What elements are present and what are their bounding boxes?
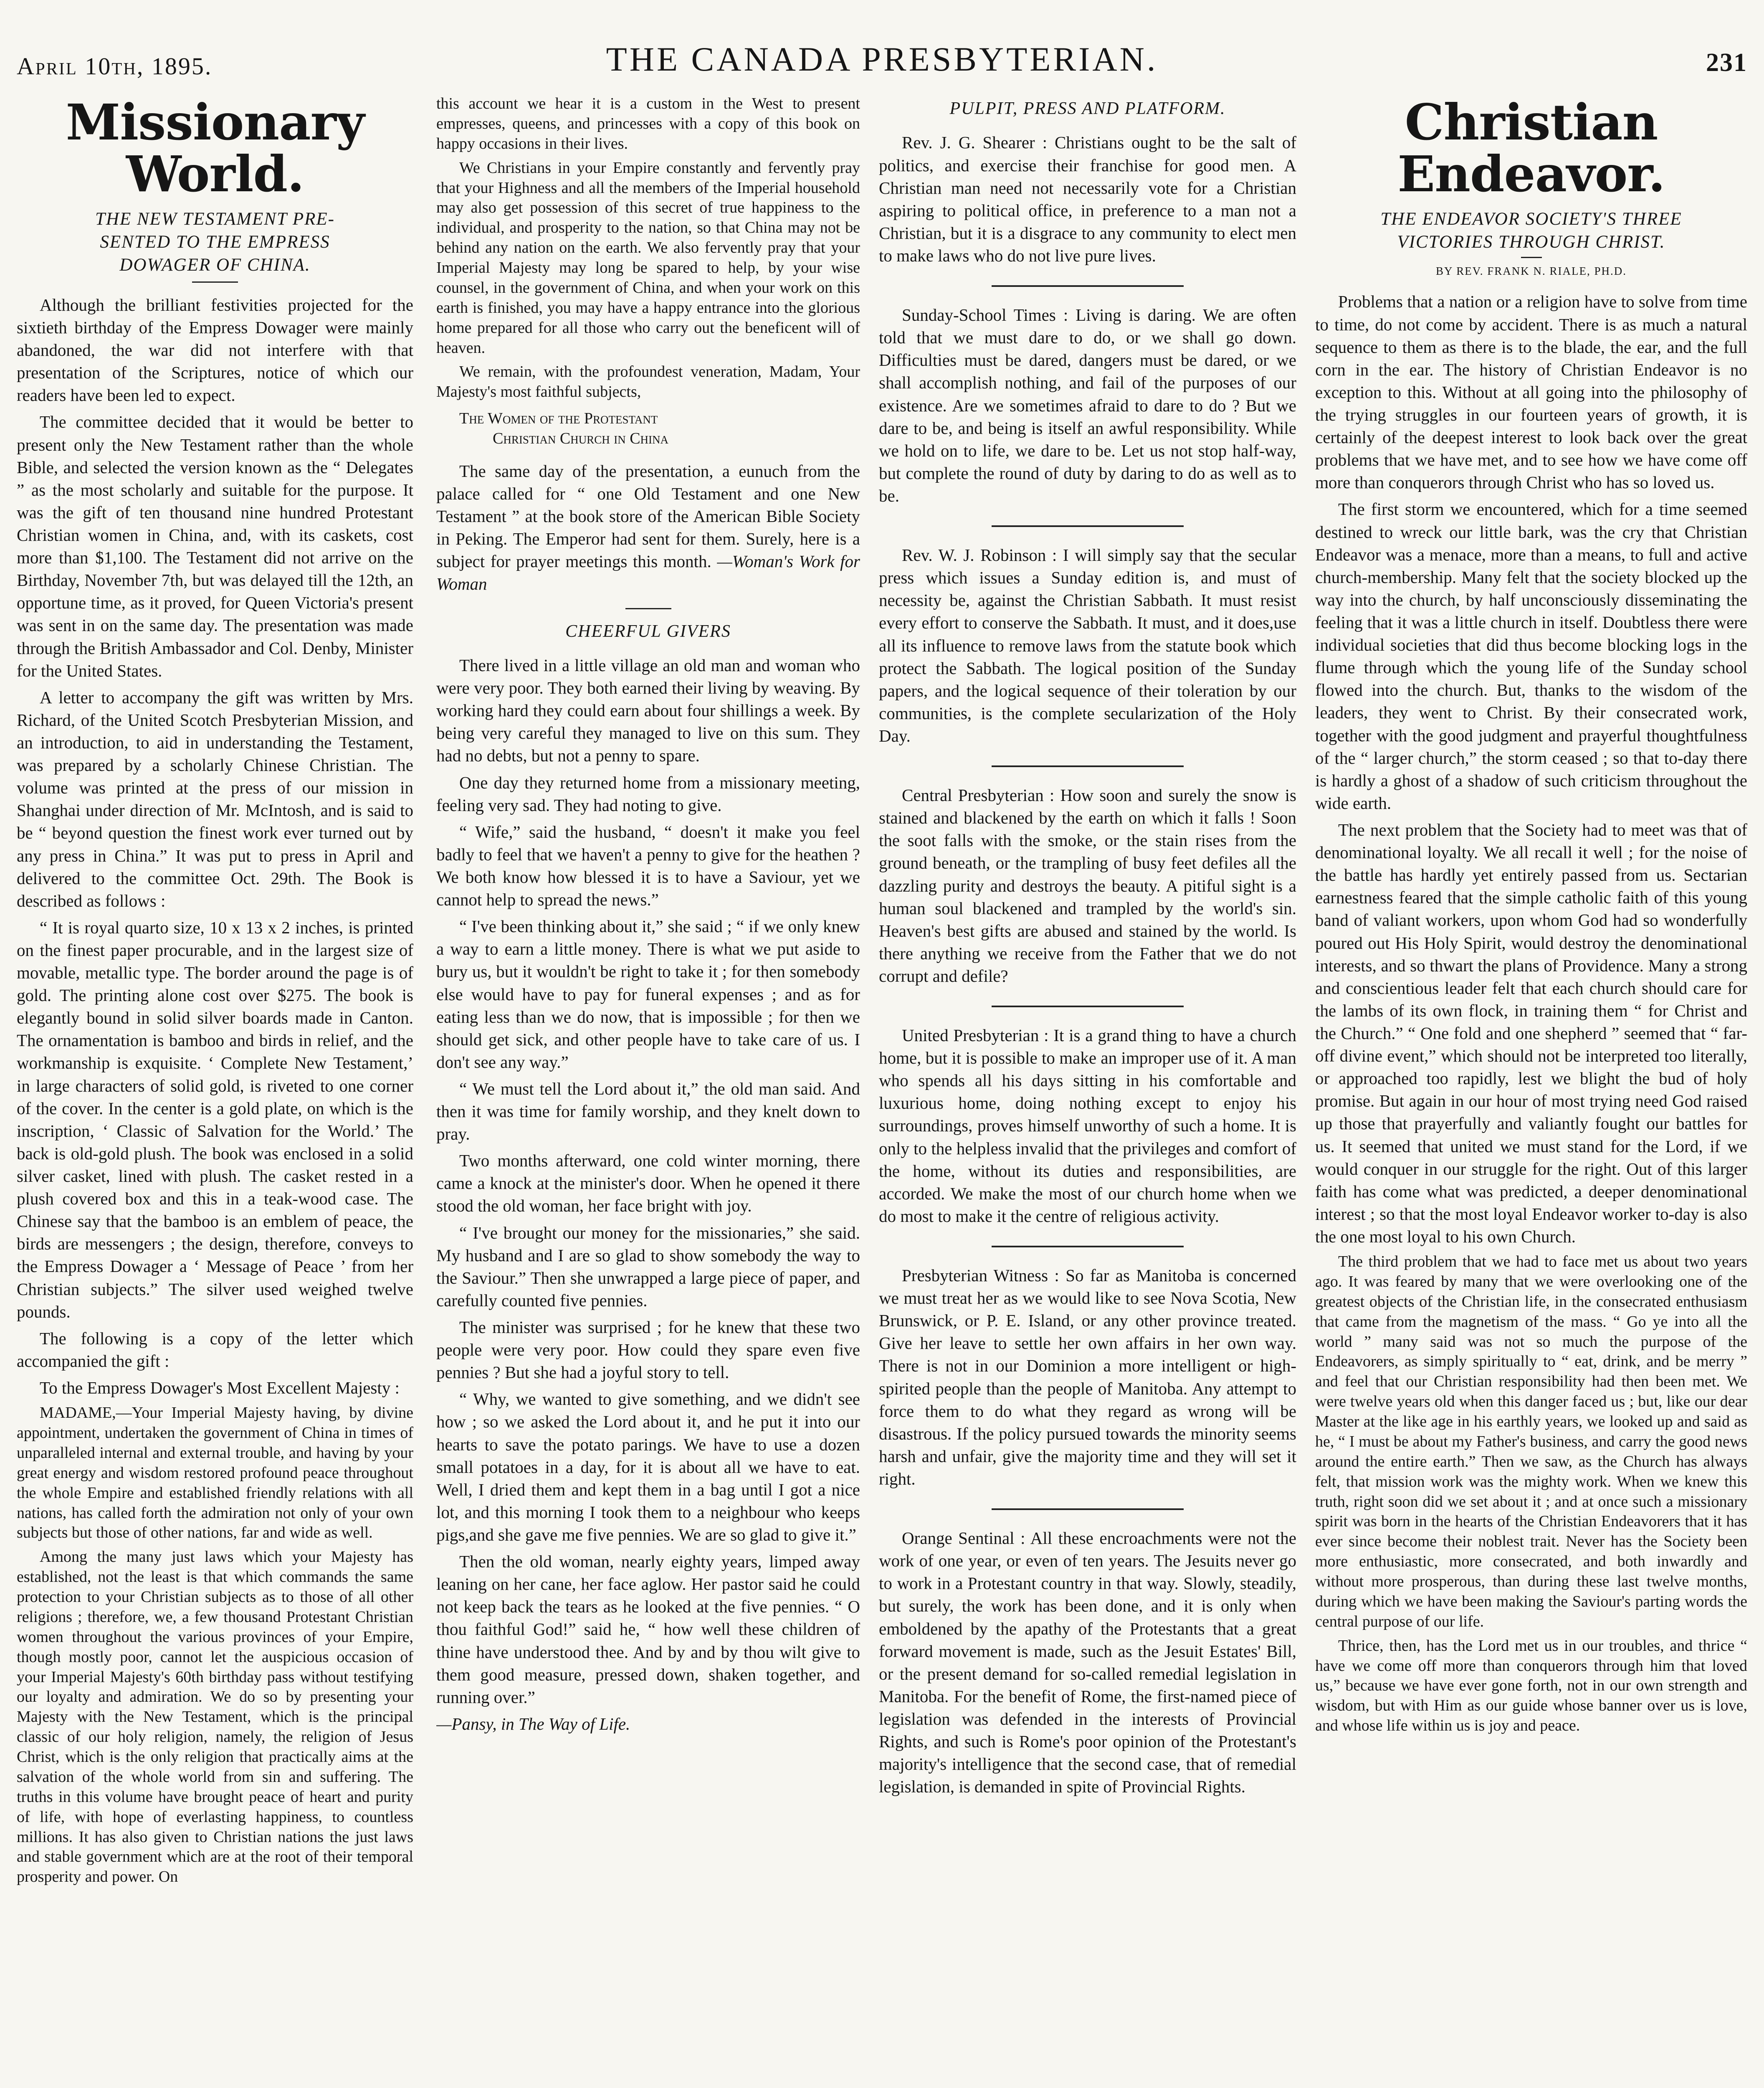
- section-title-missionary-world: Missionary World.: [66, 94, 364, 203]
- paragraph: To the Empress Dowager's Most Excellent Majesty :: [40, 1378, 400, 1398]
- paragraph: One day they returned home from a missionary meeting, feeling very sad. They had noting to give.: [436, 773, 860, 815]
- signature-line: Christian Church in China: [493, 430, 669, 447]
- divider: [625, 608, 671, 609]
- divider: [992, 285, 1184, 287]
- quote-item: Orange Sentinal : All these encroachments were not the work of one year, or even of ten years. The Jesuits never go to work in a Protestant country in that way. Slowly, steadily, but surely, the work has been done, and it is only when emboldened by the apathy of the Protestants that a great forward movement is made, such as the Jesuit Estates' Bill, or the present demand for so-called remedial legislation in Manitoba. For the benefit of Rome, the first-named piece of legislation was defended in the interests of Provincial Rights, and such is Rome's poor opinion of the Protestant's majority's intelligence that the second case, that of remedial legislation, is demanded in spite of Provincial Rights.: [879, 1528, 1296, 1797]
- paragraph: “ I've brought our money for the missionaries,” she said. My husband and I are so glad to show somebody the way to the Saviour.” Then she unwrapped a large piece of paper, and carefully counted five pennies.: [436, 1223, 860, 1310]
- column-2: [436, 94, 860, 2088]
- article-title-line: DOWAGER OF CHINA.: [119, 255, 311, 275]
- column-4: [1315, 94, 1747, 2088]
- paragraph: A letter to accompany the gift was written by Mrs. Richard, of the United Scotch Presbyterian Mission, and an introduction, to aid in understanding the Testament, was prepared by a scholarly Chinese Christian. The volume was printed at the press of our mission in Shanghai under direction of Mr. McIntosh, and is said to be “ beyond question the finest work ever turned out by any press in China.” It was put to press in April and delivered to the committee Oct. 29th. The Book is described as follows :: [17, 687, 413, 910]
- small-print-text: [1315, 1252, 1747, 1736]
- article-title: CHEERFUL GIVERS: [565, 621, 731, 641]
- article-title: [1319, 208, 1743, 253]
- paragraph: [436, 460, 860, 595]
- paragraph: We Christians in your Empire constantly and fervently pray that your Highness and all the members of the Imperial household may also get possession of this secret of true happiness to the individual, and prosperity to the nation, so that China may not be behind any nation on the earth. We also fervently pray that your Imperial Majesty may long be spared to help, by your wise counsel, in the government of China, and when your work on this earth is finished, you may have a happy entrance into the glorious home prepared for all those who carry out the beneficent will of heaven.: [436, 159, 860, 357]
- source-credit: —Pansy, in The Way of Life.: [436, 1714, 630, 1733]
- article-title: [33, 208, 397, 276]
- paragraph: Then the old woman, nearly eighty years, limped away leaning on her cane, her face aglow. Her pastor said he could not keep back the tears as he looked at the five pennies. “ O thou faithful God!” said he, “ how well these children of thine have understood thee. And by and by thou wilt give to them good measure, pressed down, shaken together, and running over.”: [436, 1552, 860, 1707]
- divider: [992, 1508, 1184, 1510]
- divider: [1521, 257, 1542, 258]
- issue-date: April 10th, 1895.: [17, 53, 213, 80]
- signature-line: The Women of the Protestant: [459, 410, 658, 428]
- letter-continued: [436, 94, 860, 449]
- quote-item: Rev. J. G. Shearer : Christians ought to be the salt of politics, and exercise their franchise for good men. A Christian man need not necessarily vote for a Christian aspiring to political office, in preference to a man not a Christian, but it is a disgrace to any community to elect men to make laws who do not live pure lives.: [879, 133, 1296, 265]
- section-title-christian-endeavor: Christian Endeavor.: [1397, 94, 1665, 203]
- byline: BY REV. FRANK N. RIALE, PH.D.: [1435, 264, 1627, 277]
- paragraph: “ We must tell the Lord about it,” the old man said. And then it was time for family worship, and they knelt down to pray.: [436, 1079, 860, 1144]
- article-title-line: THE NEW TESTAMENT PRE-: [95, 209, 335, 229]
- paragraph: We remain, with the profoundest veneration, Madam, Your Majesty's most faithful subjects,: [436, 363, 860, 401]
- masthead: THE CANADA PRESBYTERIAN.: [606, 40, 1158, 78]
- divider: [992, 765, 1184, 767]
- divider: [992, 1246, 1184, 1247]
- page-header: [17, 40, 1747, 86]
- quote-item: Presbyterian Witness : So far as Manitoba is concerned we must treat her as we would like to see Nova Scotia, New Brunswick, or P. E. Island, or any other province treated. Give her leave to settle her own affairs in her own way. There is not in our Dominion a more intelligent or high-spirited people than the people of Manitoba. Any attempt to force them to do what they regard as wrong will be disastrous. If the policy pursued towards the minority seems harsh and unfair, give the majority time and they will set it right.: [879, 1266, 1296, 1489]
- paragraph: Although the brilliant festivities projected for the sixtieth birthday of the Empress Dowager were mainly abandoned, the war did not interfere with that presentation of the Scriptures, notice of which our readers have been led to expect.: [17, 295, 413, 405]
- paragraph: Among the many just laws which your Majesty has established, not the least is that which commands the same protection to your Christian subjects as to those of all other religions ; therefore, we, a few thousand Protestant Christian women throughout the various provinces of your Empire, though mostly poor, cannot let the auspicious occasion of your Imperial Majesty's 60th birthday pass without testifying our loyalty and admiration. We do so by presenting your Majesty with the New Testament, which is the principal classic of our holy religion, namely, the religion of Jesus Christ, which is the only religion that practically aims at the salvation of the whole world from sin and suffering. The truths in this volume have brought peace of heart and purity of life, with hope of everlasting happiness, to countless millions. It has also given to Christian nations the just laws and stable government which are at the root of their temporal prosperity and power. On: [17, 1548, 413, 1886]
- divider: [992, 1006, 1184, 1007]
- article-title-line: VICTORIES THROUGH CHRIST.: [1397, 232, 1665, 252]
- paragraph: “ I've been thinking about it,” she said ; “ if we only knew a way to earn a little money. There is what we put aside to bury us, but it wouldn't be right to take it ; for then somebody else would have to pay for funeral expenses ; and as for eating less than we do now, that is impossible ; for then we should get sick, and other people have to take care of us. I don't see any way.”: [436, 917, 860, 1072]
- paragraph: There lived in a little village an old man and woman who were very poor. They both earned their living by weaving. By working hard they could earn about four shillings a week. By being very careful they managed to live on this sum. They had no debts, but not a penny to spare.: [436, 655, 860, 765]
- section-title-pulpit-press-platform: PULPIT, PRESS AND PLATFORM.: [949, 99, 1226, 118]
- paragraph: The next problem that the Society had to meet was that of denominational loyalty. We all recall it well ; for the noise of the battle has hardly yet entirely passed from us. Sectarian earnestness feared that the simple catholic faith of this young band of valiant workers, upon whom God had so wonderfully poured out His Holy Spirit, would destroy the denominational interests, and so thwart the plans of Providence. Many a strong and conscientious leader felt that each church should care for the lambs of its own flock, in training them “ for Christ and the Church.” “ One fold and one shepherd ” seemed that “ far-off divine event,” which should not be interpreted too literally, or approached too rapidly, lest we blight the bud of holy promise. But again in our hour of most trying need God raised up those that prayerfully and valiantly fought our battles for us. It seemed that united we must stand for the Lord, if we would conquer in our struggle for the right. Out of this larger faith has come what was predicted, a deeper denominational interest ; so that the most loyal Endeavor worker to-day is also the one most loyal to his own Church.: [1315, 820, 1747, 1246]
- paragraph: “ It is royal quarto size, 10 x 13 x 2 inches, is printed on the finest paper procurable, and in the largest size of movable, metallic type. The border around the page is of gold. The printing alone cost over $275. The book is elegantly bound in solid silver boards made in Canton. The ornamentation is bamboo and birds in relief, and the workmanship is exquisite. ‘ Complete New Testament,’ in large characters of solid gold, is riveted to one corner of the cover. In the center is a gold plate, on which is the inscription, ‘ Classic of Salvation for the World.’ The back is old-gold plush. The book was enclosed in a solid silver casket, lined with plush. The casket rested in a plush covered box and this in a teak-wood case. The Chinese say that the bamboo is an emblem of peace, the birds are messengers ; the design, therefore, conveys to the Empress Dowager a ‘ Message of Peace ’ from her Christian subjects.” The silver used weighed twelve pounds.: [17, 917, 413, 1321]
- quote-item: Rev. W. J. Robinson : I will simply say that the secular press which issues a Sunday edition is, and must of necessity be, against the Christian Sabbath. It must resist every effort to conserve the Sabbath. It must, and it does,use all its influence to remove laws from the statute book which protect the Sabbath. The logical position of the Sunday papers, and the logical sequence of their toleration by our communities, is the complete secularization of the Holy Day.: [879, 545, 1296, 745]
- paragraph: Thrice, then, has the Lord met us in our troubles, and thrice “ have we come off more than conquerors through him that loved us,” because we have ever gone forth, not in our own strength and wisdom, but with Him as our guide whose banner over us is love, and whose life within us is joy and peace.: [1315, 1637, 1747, 1735]
- paragraph: MADAME,—Your Imperial Majesty having, by divine appointment, undertaken the government of China in times of unparalleled internal and external trouble, and having by your great energy and wisdom restored profound peace throughout the whole Empire and established friendly relations with all nations, has called forth the admiration not only of your own subjects but those of other nations, far and wide as well.: [17, 1404, 413, 1542]
- paragraph: “ Wife,” said the husband, “ doesn't it make you feel badly to feel that we haven't a penny to give for the heathen ? We both know how blessed it is to have a Saviour, yet we cannot help to spread the news.”: [436, 822, 860, 910]
- paragraph: this account we hear it is a custom in the West to present empresses, queens, and princesses with a copy of this book on happy occasions in their lives.: [436, 95, 860, 152]
- letter-text: [17, 1403, 413, 1887]
- paragraph: “ Why, we wanted to give something, and we didn't see how ; so we asked the Lord about it, and he put it into our hearts to save the potato parings. We have to use a dozen small potatoes in a day, for it is about all we have to eat. Well, I dried them and kept them in a bag until I got a nice lot, and this morning I took them to a neighbour who keeps pigs,and she gave me five pennies. We are so glad to give it.”: [436, 1389, 860, 1545]
- paragraph: Problems that a nation or a religion have to solve from time to time, do not come by accident. There is as much a natural sequence to them as there is to the blade, the ear, and the full corn in the ear. The history of Christian Endeavor is no exception to this. Without at all going into the philosophy of the trying struggles in our fourteen years of growth, it is certainly of the deepest interest to look back over the great problems that we have met, and to see how we have come off more than conquerors through Christ who has so loved us.: [1315, 292, 1747, 492]
- quote-item: Central Presbyterian : How soon and surely the snow is stained and blackened by the earth on which it falls ! Soon the soot falls with the smoke, or the stain rises from the ground beneath, or the trampling of busy feet defiles all the dazzling purity and destroys the beauty. A pitiful sight is a human soul blackened and trampled by the world's sin. Heaven's best gifts are abused and stained by the world. Is there anything we receive from the Father that we do not corrupt and defile?: [879, 786, 1296, 986]
- quote-item: United Presbyterian : It is a grand thing to have a church home, but it is possible to make an improper use of it. A man who spends all his days sitting in his comfortable and luxurious home, doing nothing except to enjoy his surroundings, proves himself unworthy of such a home. It is only to the helpless invalid that the privileges and comfort of the home, without its duties and responsibilities, are accorded. We make the most of our church home when we do most to make it the centre of religious activity.: [879, 1026, 1296, 1226]
- paragraph: The minister was surprised ; for he knew that these two people were very poor. How could they spare even five pennies ? But she had a joyful story to tell.: [436, 1318, 860, 1382]
- paragraph: The first storm we encountered, which for a time seemed destined to wreck our little bark, was the cry that Christian Endeavor was a menace, more than a means, to full and active church-membership. Many felt that the society blocked up the way into the church, by half unconsciously disseminating the feeling that it was a little church in itself. Doubtless there were individual societies that did thus become blocking logs in the flume through which the young life of the Sunday school flowed into the church. But, thanks to the wisdom of the leaders, they went to Christ. By their consecrated work, together with the good judgment and prayerful thoughtfulness of the “ larger church,” the storm ceased ; so that to-day there is hardly a ghost of a shadow of such criticism throughout the wide earth.: [1315, 499, 1747, 813]
- column-3: [879, 94, 1296, 2088]
- paragraph: Two months afterward, one cold winter morning, there came a knock at the minister's door. When he opened it there stood the old woman, her face bright with joy.: [436, 1151, 860, 1216]
- paragraph: The third problem that we had to face met us about two years ago. It was feared by many that we were overlooking one of the greatest objects of the Christian life, in the consecrated enthusiasm that came from the magnetism of the mass. “ Go ye into all the world ” many said was not so much the purpose of the Endeavorers, as simply spiritually to “ eat, drink, and be merry ” and feel that our Christian responsibility had then been met. We were twelve years old when this danger faced us ; but, like our dear Master at the like age in his earthly years, we looked up and said as he, “ I must be about my Father's business, and carry the good news around the entire earth.” Then we saw, as the Church has always felt, that mission work was the mighty work. When we knew this truth, right soon did we set about it ; and at once such a missionary spirit was born in the hearts of the Christian Endeavorers that it has ever since become their noblest trait. Never has the Society been more enthusiastic, more consecrated, and both inwardly and without more prosperous, than during these last twelve months, during which we have been making the Saviour's parting words the central purpose of our life.: [1315, 1253, 1747, 1630]
- article-title-line: THE ENDEAVOR SOCIETY'S THREE: [1380, 209, 1682, 229]
- page-number: 231: [1706, 48, 1747, 77]
- paragraph: The committee decided that it would be better to present only the New Testament rather than the whole Bible, and selected the version known as the “ Delegates ” as the most scholarly and suitable for the purpose. It was the gift of ten thousand nine hundred Protestant Christian women in China, and, with its caskets, cost more than $1,100. The Testament did not arrive on the Birthday, November 7th, but was delayed till the 12th, an opportune time, as it proved, for Queen Victoria's present was sent in on the same day. The presentation was made through the British Ambassador and Col. Denby, Minister for the United States.: [17, 412, 413, 680]
- divider: [192, 281, 238, 283]
- source-credit: —Woman's Work for Woman: [436, 552, 860, 594]
- article-title-line: SENTED TO THE EMPRESS: [100, 232, 330, 252]
- letter-signature: [436, 409, 860, 449]
- quote-item: Sunday-School Times : Living is daring. We are often told that we must dare to do, or we shall go down. Difficulties must be dared, dangers must be dared, or we shall accomplish nothing, and fail of the purposes of our existence. Are we sometimes afraid to dare to do ? But we dare to be, and being is itself an awful responsibility. While we hold on to life, we dare to be. Let us not stop half-way, but complete the round of duty by daring to do as well as to be.: [879, 305, 1296, 505]
- paragraph: The following is a copy of the letter which accompanied the gift :: [17, 1328, 413, 1371]
- paragraph-text: The same day of the presentation, a eunuch from the palace called for “ one Old Testament and one New Testament ” at the book store of the American Bible Society in Peking. The Emperor had sent for them. Surely, here is a subject for prayer meetings this month.: [436, 461, 860, 571]
- divider: [992, 525, 1184, 527]
- column-1: [17, 94, 413, 2088]
